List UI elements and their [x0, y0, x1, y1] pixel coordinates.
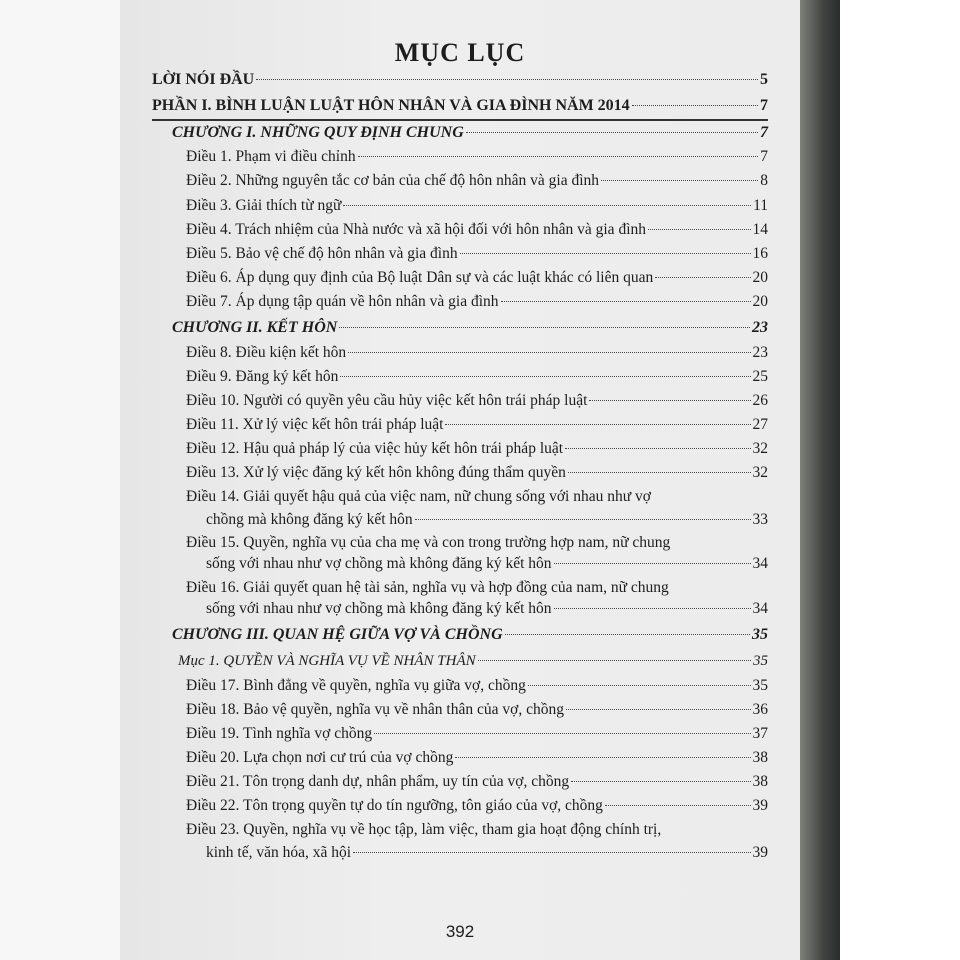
toc-entry-continuation: kinh tế, văn hóa, xã hội — [206, 844, 352, 861]
toc-entry-label: LỜI NÓI ĐẦU — [152, 71, 255, 88]
toc-leader — [339, 327, 750, 328]
toc-entry-label: Mục 1. QUYỀN VÀ NGHĨA VỤ VỀ NHÂN THÂN — [178, 653, 476, 669]
toc-entry-label: Điều 3. Giải thích từ ngữ — [186, 197, 342, 214]
toc-leader — [655, 277, 750, 278]
toc-leader — [358, 156, 759, 157]
toc-entry-page: 7 — [760, 148, 768, 165]
toc-leader — [445, 424, 750, 425]
toc-entry — [172, 318, 768, 338]
toc-entry-page: 34 — [752, 555, 768, 572]
toc-entry-page: 33 — [752, 511, 768, 528]
toc-leader — [648, 229, 751, 230]
page-title: MỤC LỤC — [394, 38, 526, 67]
toc-entry — [186, 415, 768, 435]
toc-entry-page: 38 — [752, 749, 768, 766]
toc-entry-label: Điều 16. Giải quyết quan hệ tài sản, nghĩa vụ và hợp đồng của nam, nữ chung — [186, 579, 669, 596]
toc-entry-continuation: sống với nhau như vợ chồng mà không đăng ký kết hôn — [206, 600, 552, 617]
toc-entry-label: Điều 6. Áp dụng quy định của Bộ luật Dân sự và các luật khác có liên quan — [186, 269, 654, 286]
toc-entry-label: Điều 19. Tình nghĩa vợ chồng — [186, 725, 373, 742]
toc-entry-label: Điều 7. Áp dụng tập quán về hôn nhân và gia đình — [186, 293, 499, 310]
toc-entry-page: 32 — [752, 440, 768, 457]
toc-entry — [186, 220, 768, 240]
toc-entry-label: Điều 12. Hậu quả pháp lý của việc hủy kết hôn trái pháp luật — [186, 440, 564, 457]
toc-entry-label: Điều 18. Bảo vệ quyền, nghĩa vụ về nhân thân của vợ, chồng — [186, 701, 564, 718]
toc-entry-page: 11 — [753, 197, 768, 214]
toc-entry-page: 23 — [752, 344, 768, 361]
toc-leader — [528, 685, 751, 686]
toc-entry-page: 38 — [752, 773, 768, 790]
page-number: 392 — [445, 922, 475, 941]
toc-entry — [186, 391, 768, 411]
toc-entry-page: 7 — [760, 124, 768, 141]
toc-entry — [186, 748, 768, 768]
toc-entry-label: PHẦN I. BÌNH LUẬN LUẬT HÔN NHÂN VÀ GIA ĐÌNH NĂM 2014 — [152, 97, 630, 114]
toc-entry-page: 26 — [752, 392, 768, 409]
toc-leader — [353, 852, 750, 853]
toc-leader — [554, 563, 751, 564]
toc-entry-label: Điều 1. Phạm vi điều chỉnh — [186, 148, 356, 165]
toc-entry — [178, 651, 768, 671]
toc-leader — [554, 608, 751, 609]
divider-line — [152, 119, 768, 121]
toc-entry — [186, 367, 768, 387]
toc-leader — [605, 805, 751, 806]
toc-entry-label: Điều 15. Quyền, nghĩa vụ của cha mẹ và con trong trường hợp nam, nữ chung — [186, 534, 671, 551]
toc-entry-page: 16 — [752, 245, 768, 262]
toc-entry-label: Điều 14. Giải quyết hậu quả của việc nam, nữ chung sống với nhau như vợ — [186, 488, 651, 505]
toc-entry-page: 8 — [760, 172, 768, 189]
toc-entry-page: 37 — [752, 725, 768, 742]
toc-entry — [206, 510, 768, 530]
toc-entry-page: 39 — [752, 797, 768, 814]
toc-entry-label: CHƯƠNG I. NHỮNG QUY ĐỊNH CHUNG — [172, 124, 464, 141]
toc-entry-page: 25 — [752, 368, 768, 385]
toc-leader — [374, 733, 750, 734]
toc-entry — [186, 147, 768, 167]
toc-entry-label: Điều 22. Tôn trọng quyền tự do tín ngưỡng, tôn giáo của vợ, chồng — [186, 797, 603, 814]
toc-leader — [601, 180, 758, 181]
toc-entry — [206, 554, 768, 574]
toc-leader — [256, 79, 758, 80]
toc-entry-label: Điều 10. Người có quyền yêu cầu hủy việc kết hôn trái pháp luật — [186, 392, 588, 409]
toc-entry — [172, 123, 768, 143]
toc-entry-label: Điều 11. Xử lý việc kết hôn trái pháp luật — [186, 416, 444, 433]
toc-leader — [455, 757, 750, 758]
toc-entry-label: Điều 20. Lựa chọn nơi cư trú của vợ chồng — [186, 749, 454, 766]
toc-entry-page: 23 — [752, 319, 768, 336]
toc-entry-continuation: chồng mà không đăng ký kết hôn — [206, 511, 413, 528]
toc-entry — [186, 463, 768, 483]
toc-entry — [186, 439, 768, 459]
toc-entry — [186, 724, 768, 744]
toc-leader — [343, 205, 751, 206]
toc-entry-page: 32 — [752, 464, 768, 481]
toc-entry-page: 35 — [753, 653, 768, 669]
toc-leader — [571, 781, 750, 782]
toc-entry — [206, 843, 768, 863]
toc-entry — [206, 599, 768, 619]
toc-leader — [589, 400, 750, 401]
toc-entry — [186, 171, 768, 191]
toc-entry — [186, 343, 768, 363]
toc-entry-page: 35 — [752, 626, 768, 643]
toc-entry-label: Điều 9. Đăng ký kết hôn — [186, 368, 339, 385]
toc-leader — [632, 105, 758, 106]
toc-entry — [186, 700, 768, 720]
toc-entry-page: 20 — [752, 269, 768, 286]
toc-entry — [186, 676, 768, 696]
toc-leader — [340, 376, 750, 377]
toc-entry-label: Điều 4. Trách nhiệm của Nhà nước và xã hội đối với hôn nhân và gia đình — [186, 221, 646, 238]
toc-leader — [505, 634, 750, 635]
toc-entry-label: Điều 2. Những nguyên tắc cơ bản của chế độ hôn nhân và gia đình — [186, 172, 600, 189]
toc-entry-page: 36 — [752, 701, 768, 718]
toc-entry-page: 35 — [752, 677, 768, 694]
toc-entry — [186, 772, 768, 792]
toc-leader — [566, 709, 751, 710]
toc-entry-page: 20 — [752, 293, 768, 310]
toc-entry-page: 34 — [752, 600, 768, 617]
toc-entry-page: 7 — [760, 97, 768, 114]
toc-entry-label: Điều 8. Điều kiện kết hôn — [186, 344, 347, 361]
toc-leader — [501, 301, 751, 302]
toc-leader — [565, 448, 750, 449]
toc-entry — [186, 244, 768, 264]
toc-entry-label: CHƯƠNG II. KẾT HÔN — [172, 319, 338, 336]
toc-leader — [348, 352, 750, 353]
toc-entry-label: Điều 13. Xử lý việc đăng ký kết hôn không đúng thẩm quyền — [186, 464, 566, 481]
toc-entry — [186, 796, 768, 816]
toc-entry-label: Điều 17. Bình đẳng về quyền, nghĩa vụ giữa vợ, chồng — [186, 677, 526, 694]
toc-entry-page: 39 — [752, 844, 768, 861]
toc-entry-continuation: sống với nhau như vợ chồng mà không đăng ký kết hôn — [206, 555, 552, 572]
toc-entry — [186, 196, 768, 216]
toc-entry-label: Điều 5. Bảo vệ chế độ hôn nhân và gia đình — [186, 245, 458, 262]
toc-leader — [478, 660, 751, 661]
toc-entry — [152, 96, 768, 116]
toc-leader — [466, 132, 758, 133]
toc-entry-label: Điều 23. Quyền, nghĩa vụ về học tập, làm việc, tham gia hoạt động chính trị, — [186, 821, 662, 838]
toc-entry-label: CHƯƠNG III. QUAN HỆ GIỮA VỢ VÀ CHỒNG — [172, 626, 503, 643]
toc-entry-page: 14 — [752, 221, 768, 238]
toc-entry — [172, 625, 768, 645]
toc-entry-label: Điều 21. Tôn trọng danh dự, nhân phẩm, uy tín của vợ, chồng — [186, 773, 570, 790]
toc-entry — [186, 268, 768, 288]
toc-leader — [415, 519, 751, 520]
toc-leader — [460, 253, 751, 254]
toc-entry-page: 5 — [760, 71, 768, 88]
toc-entry — [152, 70, 768, 90]
toc-entry — [186, 292, 768, 312]
toc-entry-page: 27 — [752, 416, 768, 433]
toc-leader — [568, 472, 751, 473]
